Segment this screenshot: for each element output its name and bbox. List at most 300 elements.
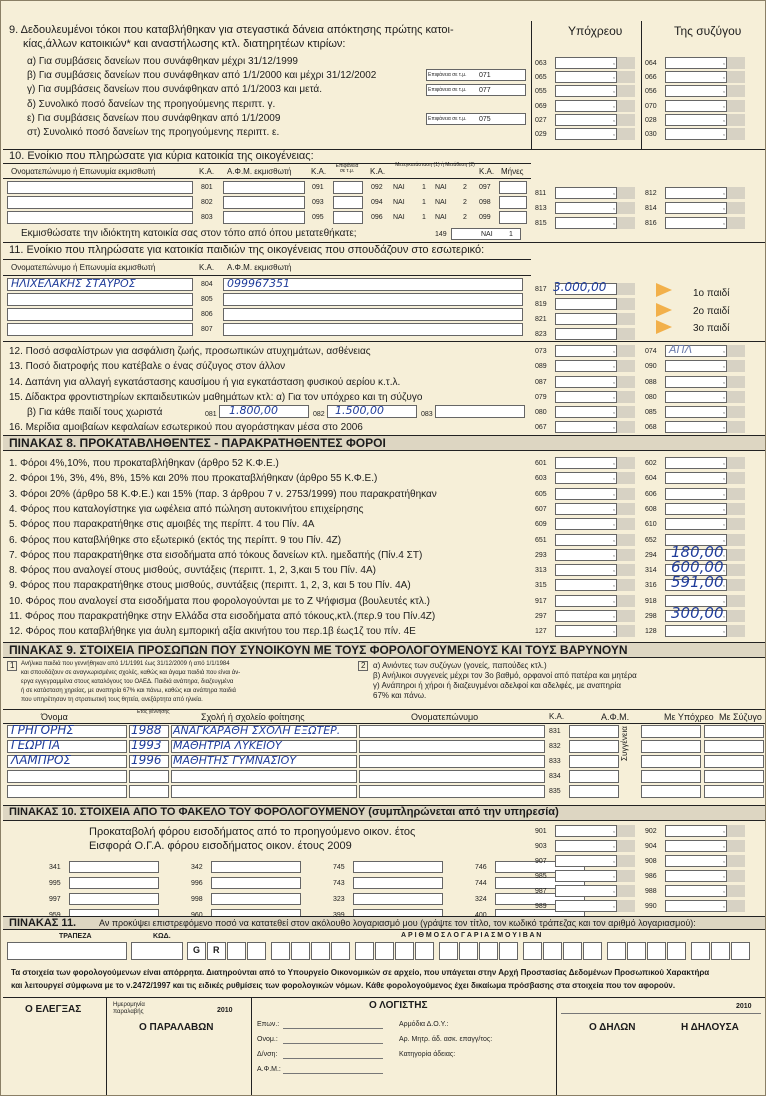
- iban-g: G: [193, 945, 201, 955]
- p8-right-1-input[interactable]: [665, 472, 727, 484]
- iban-digit-box[interactable]: [647, 942, 666, 960]
- p10-r-right-4-input[interactable]: [665, 885, 727, 897]
- s10-right-1-input[interactable]: [665, 202, 727, 214]
- s12-left-0-comma: ,: [613, 347, 615, 354]
- s12-left-0-input[interactable]: [555, 345, 617, 357]
- p8-left-5-input[interactable]: [555, 534, 617, 546]
- p8-hw-value-7: 600,00: [671, 558, 724, 577]
- footer-parad: παραλαβής: [113, 1009, 144, 1015]
- p10-r-left-4-input[interactable]: [555, 885, 617, 897]
- p9-fullname-input[interactable]: [359, 740, 545, 753]
- s10-h-epif: Επιφάνεια σε τ.μ.: [335, 163, 359, 174]
- p10-r-left-0-cents: [617, 825, 635, 837]
- s11-afm-input[interactable]: [223, 323, 523, 336]
- p9-sz-input[interactable]: [704, 755, 764, 768]
- footer-y2: 2010: [736, 1003, 752, 1010]
- p9-yp-input[interactable]: [641, 740, 701, 753]
- p8-left-10-input[interactable]: [555, 610, 617, 622]
- s9-left-4-cents: [617, 114, 635, 126]
- s9-title: 9. Δεδουλευμένοι τόκοι που καταβλήθηκαν για στεγαστικά δάνεια απόκτησης πρώτης κατοι-: [9, 24, 454, 36]
- p8-left-11-comma: ,: [613, 627, 615, 635]
- p8-line-5: 5. Φόρος που παρακρατήθηκε στις αμοιβές της περίπτ. 4 του Πίν. 4Α: [9, 519, 315, 531]
- iban-digit-box[interactable]: [499, 942, 518, 960]
- p8-left-4-comma: ,: [613, 520, 615, 528]
- p9-h-school: Σχολή ή σχολείο φοίτησης: [201, 712, 305, 722]
- p9-box1-line-0: Ανήλικα παιδιά που γεννήθηκαν από 1/1/1991 έως 31/12/2009 ή από 1/1/1984: [21, 661, 230, 667]
- code-077: 077: [479, 87, 491, 94]
- p9-sz-input[interactable]: [704, 725, 764, 738]
- p10-r-left-1-input[interactable]: [555, 840, 617, 852]
- s10-name-input[interactable]: [7, 196, 193, 209]
- s12-left-2-code: 087: [535, 379, 547, 386]
- s10-months-input[interactable]: [499, 181, 527, 194]
- s12-line12: 12. Ποσό ασφαλίστρων για ασφάλιση ζωής, προσωπικών ατυχημάτων, ασθένειας: [9, 346, 371, 357]
- s9-left-4-input[interactable]: [555, 114, 617, 126]
- iban-digit-box[interactable]: [583, 942, 602, 960]
- bank-code-input[interactable]: [131, 942, 183, 960]
- p10-r-left-1-code: 903: [535, 843, 547, 850]
- s9-right-2-cents: [727, 85, 745, 97]
- s10-afm-input[interactable]: [223, 196, 305, 209]
- p9-box2-line-0: α) Ανιόντες των συζύγων (γονείς, παπούδες κτλ.): [373, 661, 547, 670]
- p8-left-2-code: 605: [535, 490, 547, 498]
- iban-digit-box[interactable]: [523, 942, 542, 960]
- p10-r-left-5-code: 989: [535, 903, 547, 910]
- s10-left-2-cents: [617, 217, 635, 229]
- p10-r-right-2-cents: [727, 855, 745, 867]
- s12-right-5-comma: ,: [723, 423, 725, 430]
- bank-name-input[interactable]: [7, 942, 127, 960]
- s12-line14: 14. Δαπάνη για αλλαγή εγκατάστασης καυσίμου ή για εγκατάσταση φυσικού αερίου κ.τ.λ.: [9, 377, 401, 388]
- p10-code: 745: [333, 864, 345, 871]
- footer-logistis: Ο ΛΟΓΙΣΤΗΣ: [369, 1000, 428, 1011]
- p8-right-0-input[interactable]: [665, 457, 727, 469]
- s9-left-4-comma: ,: [613, 116, 615, 123]
- s9-right-1-input[interactable]: [665, 71, 727, 83]
- p8-hw-value-10: 300,00: [671, 604, 724, 622]
- s9-left-2-comma: ,: [613, 87, 615, 94]
- p9-year-input[interactable]: [129, 785, 169, 798]
- s9-b: β) Για συμβάσεις δανείων που συνάφθηκαν από 1/1/2000 και μέχρι 31/12/2002: [27, 70, 377, 81]
- s9-c: γ) Για συμβάσεις δανείων που συνάφθηκαν από 1/1/2003 και μετά.: [27, 84, 322, 95]
- p9-school-input[interactable]: [171, 770, 357, 783]
- s10-nai2: ΝΑΙ: [435, 214, 447, 221]
- p9-sz-input[interactable]: [704, 740, 764, 753]
- iban-digit-box[interactable]: [355, 942, 374, 960]
- iban-digit-box[interactable]: [607, 942, 626, 960]
- s11-k: 805: [201, 296, 213, 303]
- s10-afm-input[interactable]: [223, 181, 305, 194]
- p9-box1-line-3: ή σε κατάσταση χηρείας, με αναπηρία 67% και πάνω, καθώς και ανάπηρα παιδιά: [21, 688, 237, 694]
- p8-left-4-code: 609: [535, 521, 547, 529]
- p10-input[interactable]: [353, 877, 443, 889]
- p9-name-input[interactable]: [7, 770, 127, 783]
- p10-r-right-5-input[interactable]: [665, 900, 727, 912]
- p10-r-left-4-comma: ,: [613, 887, 615, 894]
- p9-afm-input[interactable]: [569, 740, 619, 753]
- s9-right-4-input[interactable]: [665, 114, 727, 126]
- p10-input[interactable]: [353, 893, 443, 905]
- child2-label: 2ο παιδί: [693, 306, 730, 317]
- p8-left-9-cents: [617, 595, 635, 607]
- s12-right-3-input[interactable]: [665, 391, 727, 403]
- s9-title2: κίας,άλλων κατοικιών* και αναστήλωσης κτλ. διατηρητέων κτιρίων:: [23, 38, 346, 50]
- s11-amount-input[interactable]: [555, 298, 617, 310]
- s11-h-ka: Κ.Α.: [199, 263, 215, 272]
- footer-paralavon: Ο ΠΑΡΑΛΑΒΩΝ: [139, 1022, 214, 1033]
- s11-amount-input[interactable]: [555, 328, 617, 340]
- p10-r-right-3-input[interactable]: [665, 870, 727, 882]
- p8-left-0-code: 601: [535, 460, 547, 467]
- s11-amount-cents: [617, 283, 635, 295]
- p10-input[interactable]: [353, 861, 443, 873]
- s10-left-1-code: 813: [535, 205, 547, 212]
- input-083[interactable]: [435, 405, 525, 418]
- p8-right-4-comma: ,: [723, 520, 725, 528]
- arrow-child1: [656, 283, 672, 297]
- s10-months-input[interactable]: [499, 196, 527, 209]
- s11-name-input[interactable]: [7, 308, 193, 321]
- iban-digit-box[interactable]: [331, 942, 350, 960]
- p8-right-4-input[interactable]: [665, 518, 727, 530]
- s11-afm-input[interactable]: [223, 308, 523, 321]
- p9-hw-year: 1996: [131, 753, 162, 767]
- p9-yp-input[interactable]: [641, 785, 701, 798]
- s10-nai2: ΝΑΙ: [435, 184, 447, 191]
- s12-left-5-cents: [617, 421, 635, 433]
- s9-right-5-comma: ,: [723, 130, 725, 137]
- p9-hw-name: ΓΕΩΡΓΙΑ: [11, 738, 61, 752]
- p9-yp-input[interactable]: [641, 725, 701, 738]
- p8-line-3: 3. Φόροι 20% (άρθρο 58 Κ.Φ.Ε.) και 15% (παρ. 3 άρθρου 7 ν. 2753/1999) που παρακρατήθηκαν: [9, 488, 437, 500]
- p10-r-right-1-input[interactable]: [665, 840, 727, 852]
- p8-right-3-code: 608: [645, 505, 657, 513]
- col-spouse: Της συζύγου: [674, 24, 742, 38]
- s11-name-input[interactable]: [7, 293, 193, 306]
- p9-yp-input[interactable]: [641, 755, 701, 768]
- s12-left-4-input[interactable]: [555, 406, 617, 418]
- s9-left-1-input[interactable]: [555, 71, 617, 83]
- s12-right-0-cents: [727, 345, 745, 357]
- p8-line-12: 12. Φόρος που καταβλήθηκε για άυλη εμπορική αξία ακινήτου του περ.1β έως1ζ του πίν. 4Ε: [9, 626, 416, 638]
- footer-doy: Αρμόδια Δ.Ο.Υ.:: [399, 1021, 449, 1028]
- p10-input[interactable]: [211, 877, 301, 889]
- s12-right-1-comma: ,: [723, 362, 725, 369]
- s9-left-4-code: 027: [535, 117, 547, 124]
- s9-right-3-input[interactable]: [665, 100, 727, 112]
- iban-digit-box[interactable]: [375, 942, 394, 960]
- p8-right-2-cents: [727, 488, 745, 500]
- s10-left-0-input[interactable]: [555, 187, 617, 199]
- p8-right-2-input[interactable]: [665, 488, 727, 500]
- p10-input[interactable]: [211, 893, 301, 905]
- hw-074: ΑΠΛ: [669, 343, 693, 356]
- p8-hw-value-8: 591,00: [671, 573, 724, 592]
- iban-digit-box[interactable]: [271, 942, 290, 960]
- s10-afm-input[interactable]: [223, 211, 305, 224]
- p8-left-3-input[interactable]: [555, 503, 617, 515]
- p10-r-right-1-comma: ,: [723, 842, 725, 849]
- code-083: 083: [421, 411, 433, 418]
- privacy-line1: Τα στοιχεία των φορολογούμενων είναι απόρρητα. Διατηρούνται από το Υπουργείο Οικονομικών σε αρχείο, που υπάγεται στην Αρχή Προστασίας Δεδομένων Προσωπικού Χαρακτήρα: [11, 968, 710, 977]
- p10-input[interactable]: [69, 877, 159, 889]
- s9-left-0-input[interactable]: [555, 57, 617, 69]
- area-077-label: Επιφάνεια σε τ.μ.: [428, 87, 467, 93]
- p10-r-right-4-code: 988: [645, 888, 657, 895]
- p8-left-1-input[interactable]: [555, 472, 617, 484]
- p8-right-1-cents: [727, 472, 745, 484]
- p8-right-6-cents: [727, 549, 745, 561]
- s12-left-5-input[interactable]: [555, 421, 617, 433]
- iban-digit-box[interactable]: [563, 942, 582, 960]
- p10-code: 995: [49, 880, 61, 887]
- s10-area-input[interactable]: [333, 211, 363, 224]
- s9-left-3-input[interactable]: [555, 100, 617, 112]
- p9-k: 832: [549, 743, 561, 750]
- code-082: 082: [313, 411, 325, 418]
- p9-afm-input[interactable]: [569, 725, 619, 738]
- s10-k3: 096: [371, 214, 383, 221]
- p9-h-fullname: Ονοματεπώνυμο: [411, 712, 479, 722]
- s10-right-0-cents: [727, 187, 745, 199]
- s12-right-3-comma: ,: [723, 393, 725, 400]
- p10-input[interactable]: [69, 893, 159, 905]
- s11-afm-input[interactable]: [223, 293, 523, 306]
- p8-line-10: 10. Φόρος που αναλογεί στα εισοδήματα που φορολογούνται με το Ζ Ψήφισμα (βουλευτές κτλ.): [9, 595, 431, 607]
- s12-right-2-input[interactable]: [665, 376, 727, 388]
- p8-left-5-comma: ,: [613, 535, 615, 543]
- p8-right-0-cents: [727, 457, 745, 469]
- p8-left-3-code: 607: [535, 505, 547, 513]
- s9-right-4-code: 028: [645, 117, 657, 124]
- s9-left-5-input[interactable]: [555, 128, 617, 140]
- s11-name-input[interactable]: [7, 323, 193, 336]
- s10-right-2-comma: ,: [723, 219, 725, 226]
- iban-digit-box[interactable]: [247, 942, 266, 960]
- s10-k3: 094: [371, 199, 383, 206]
- p10-input[interactable]: [69, 861, 159, 873]
- p8-right-5-code: 652: [645, 536, 657, 544]
- p10-r-left-3-input[interactable]: [555, 870, 617, 882]
- s10-right-0-code: 812: [645, 190, 657, 197]
- footer-kat: Κατηγορία άδειας:: [399, 1051, 456, 1058]
- p8-left-4-input[interactable]: [555, 518, 617, 530]
- iban-digit-box[interactable]: [439, 942, 458, 960]
- p10-r-right-2-comma: ,: [723, 857, 725, 864]
- s10-area-input[interactable]: [333, 196, 363, 209]
- s10-left-1-input[interactable]: [555, 202, 617, 214]
- p9-hw-year: 1988: [131, 723, 162, 737]
- p8-left-0-input[interactable]: [555, 457, 617, 469]
- p10-r-left-2-input[interactable]: [555, 855, 617, 867]
- p8-left-10-comma: ,: [613, 612, 615, 619]
- iban-digit-box[interactable]: [291, 942, 310, 960]
- p8-right-8-cents: [727, 579, 745, 591]
- p8-title: ΠΙΝΑΚΑΣ 8. ΠΡΟΚΑΤΑΒΛΗΘΕΝΤΕΣ - ΠΑΡΑΚΡΑΤΗΘΕΝΤΕΣ ΦΟΡΟΙ: [9, 436, 386, 450]
- p9-n1: 1: [10, 661, 15, 670]
- p10-code: 998: [191, 896, 203, 903]
- s12-left-1-comma: ,: [613, 362, 615, 369]
- s10-name-input[interactable]: [7, 211, 193, 224]
- iban-digit-box[interactable]: [395, 942, 414, 960]
- s12-right-5-code: 068: [645, 424, 657, 431]
- p9-yp-input[interactable]: [641, 770, 701, 783]
- s11-hw-afm: 099967351: [227, 277, 290, 290]
- s9-right-5-input[interactable]: [665, 128, 727, 140]
- s10-left-2-input[interactable]: [555, 217, 617, 229]
- iban-digit-box[interactable]: [691, 942, 710, 960]
- p8-left-5-cents: [617, 534, 635, 546]
- p9-name-input[interactable]: [7, 785, 127, 798]
- s10-name-input[interactable]: [7, 181, 193, 194]
- s10-h-ka2: Κ.Α.: [311, 167, 327, 176]
- p10-r-left-0-comma: ,: [613, 827, 615, 834]
- s11-amount-input[interactable]: [555, 313, 617, 325]
- p10-r-right-3-code: 986: [645, 873, 657, 880]
- s11-k: 806: [201, 311, 213, 318]
- s10-own-1: 1: [509, 231, 513, 238]
- iban-digit-box[interactable]: [627, 942, 646, 960]
- p8-left-0-cents: [617, 457, 635, 469]
- s9-left-2-input[interactable]: [555, 85, 617, 97]
- p9-afm-input[interactable]: [569, 770, 619, 783]
- p8-left-2-input[interactable]: [555, 488, 617, 500]
- p10-r-right-1-code: 904: [645, 843, 657, 850]
- s12-right-1-input[interactable]: [665, 360, 727, 372]
- p11-bank: ΤΡΑΠΕΖΑ: [59, 933, 92, 940]
- p9-sz-input[interactable]: [704, 785, 764, 798]
- p8-left-10-code: 297: [535, 613, 547, 620]
- s10-k1: 802: [201, 199, 213, 206]
- s10-right-0-input[interactable]: [665, 187, 727, 199]
- s12-right-0-code: 074: [645, 348, 657, 355]
- s10-left-2-code: 815: [535, 220, 547, 227]
- s10-area-input[interactable]: [333, 181, 363, 194]
- p9-afm-input[interactable]: [569, 785, 619, 798]
- s12-left-1-input[interactable]: [555, 360, 617, 372]
- p9-fullname-input[interactable]: [359, 770, 545, 783]
- p8-left-1-cents: [617, 472, 635, 484]
- iban-digit-box[interactable]: [731, 942, 750, 960]
- p9-year-input[interactable]: [129, 770, 169, 783]
- p8-left-7-comma: ,: [613, 566, 615, 574]
- p9-hw-school: ΑΝΑΓΚΑΡΑΘΗ ΣΧΟΛΗ ΕΞΩΤΕΡ.: [173, 724, 341, 737]
- p9-hw-school: ΜΑΘΗΤΡΙΑ ΛΥΚΕΙΟΥ: [173, 739, 282, 752]
- s10-right-2-input[interactable]: [665, 217, 727, 229]
- p8-left-8-code: 315: [535, 582, 547, 590]
- p10-r-left-1-comma: ,: [613, 842, 615, 849]
- p9-school-input[interactable]: [171, 785, 357, 798]
- p8-right-4-code: 610: [645, 521, 657, 529]
- p10-r-right-1-cents: [727, 840, 745, 852]
- s12-right-4-input[interactable]: [665, 406, 727, 418]
- s9-left-0-code: 063: [535, 60, 547, 67]
- p8-left-8-input[interactable]: [555, 579, 617, 591]
- s10-months-input[interactable]: [499, 211, 527, 224]
- s12-line16: 16. Μερίδια αμοιβαίων κεφαλαίων εσωτερικού που αγοράστηκαν μέσα στο 2006: [9, 422, 363, 433]
- s9-right-4-cents: [727, 114, 745, 126]
- p9-syggeneia: Συγγένεια: [620, 726, 629, 761]
- p10-input[interactable]: [211, 861, 301, 873]
- iban-digit-box[interactable]: [311, 942, 330, 960]
- s9-right-0-input[interactable]: [665, 57, 727, 69]
- p9-fullname-input[interactable]: [359, 725, 545, 738]
- p10-r-left-0-input[interactable]: [555, 825, 617, 837]
- p10-r-right-2-input[interactable]: [665, 855, 727, 867]
- child3-label: 3ο παιδί: [693, 323, 730, 334]
- iban-digit-box[interactable]: [459, 942, 478, 960]
- p8-right-11-input[interactable]: [665, 625, 727, 637]
- p8-left-7-cents: [617, 564, 635, 576]
- p10-code: 323: [333, 896, 345, 903]
- p8-left-7-input[interactable]: [555, 564, 617, 576]
- p10-r-left-4-code: 987: [535, 888, 547, 895]
- p9-afm-input[interactable]: [569, 755, 619, 768]
- s9-left-3-cents: [617, 100, 635, 112]
- p10-code: 743: [333, 880, 345, 887]
- s12-left-3-input[interactable]: [555, 391, 617, 403]
- p10-r-right-0-comma: ,: [723, 827, 725, 834]
- iban-digit-box[interactable]: [227, 942, 246, 960]
- s10-left-2-comma: ,: [613, 219, 615, 226]
- iban-digit-box[interactable]: [479, 942, 498, 960]
- s10-h-afm: Α.Φ.Μ. εκμισθωτή: [227, 167, 292, 176]
- s12-left-2-cents: [617, 376, 635, 388]
- p9-fullname-input[interactable]: [359, 755, 545, 768]
- p9-sz-input[interactable]: [704, 770, 764, 783]
- p10-r-left-5-input[interactable]: [555, 900, 617, 912]
- iban-digit-box[interactable]: [415, 942, 434, 960]
- p8-right-7-cents: [727, 564, 745, 576]
- iban-digit-box[interactable]: [667, 942, 686, 960]
- s10-h-metegk: Μετεγκατάσταση (1) ή Μετάθεση (2): [395, 162, 475, 168]
- s10-opt1: 1: [422, 214, 426, 221]
- footer-mitr: Αρ. Μητρ. άδ. ασκ. επαγγ/τος:: [399, 1036, 493, 1043]
- p8-right-3-input[interactable]: [665, 503, 727, 515]
- s9-left-3-comma: ,: [613, 102, 615, 109]
- s10-right-1-cents: [727, 202, 745, 214]
- p8-left-6-input[interactable]: [555, 549, 617, 561]
- s12-left-0-code: 073: [535, 348, 547, 355]
- footer-afm: Α.Φ.Μ.:: [257, 1066, 281, 1073]
- s12-left-1-code: 089: [535, 363, 547, 370]
- p10-line1: Προκαταβολή φόρου εισοδήματος από το προηγούμενο οικον. έτος: [89, 826, 416, 838]
- s11-hw-amount: 3.000,00: [553, 280, 607, 294]
- iban-digit-box[interactable]: [543, 942, 562, 960]
- p8-right-8-comma: ,: [723, 581, 725, 589]
- p10-r-right-0-cents: [727, 825, 745, 837]
- p9-fullname-input[interactable]: [359, 785, 545, 798]
- p8-right-7-comma: ,: [723, 566, 725, 574]
- s9-right-2-input[interactable]: [665, 85, 727, 97]
- iban-digit-box[interactable]: [711, 942, 730, 960]
- p9-box1-line-2: εργα εγγεγραμμένα στους καταλόγους του ΟΑΕΔ. Παιδιά ανάπηρα, διαζευγμένα: [21, 679, 234, 685]
- s12-right-1-cents: [727, 360, 745, 372]
- s12-right-5-input[interactable]: [665, 421, 727, 433]
- s9-left-5-comma: ,: [613, 130, 615, 137]
- p8-left-11-input[interactable]: [555, 625, 617, 637]
- s10-h-name: Ονοματεπώνυμο ή Επωνυμία εκμισθωτή: [11, 167, 156, 176]
- p8-left-9-input[interactable]: [555, 595, 617, 607]
- p8-right-6-code: 294: [645, 551, 657, 559]
- s12-left-2-input[interactable]: [555, 376, 617, 388]
- s10-right-1-code: 814: [645, 205, 657, 212]
- area-071-label: Επιφάνεια σε τ.μ.: [428, 72, 467, 78]
- p8-left-6-code: 293: [535, 551, 547, 559]
- s12-left-5-comma: ,: [613, 423, 615, 430]
- p10-r-right-0-input[interactable]: [665, 825, 727, 837]
- p9-hw-school: ΜΑΘΗΤΗΣ ΓΥΜΝΑΣΙΟΥ: [173, 754, 297, 767]
